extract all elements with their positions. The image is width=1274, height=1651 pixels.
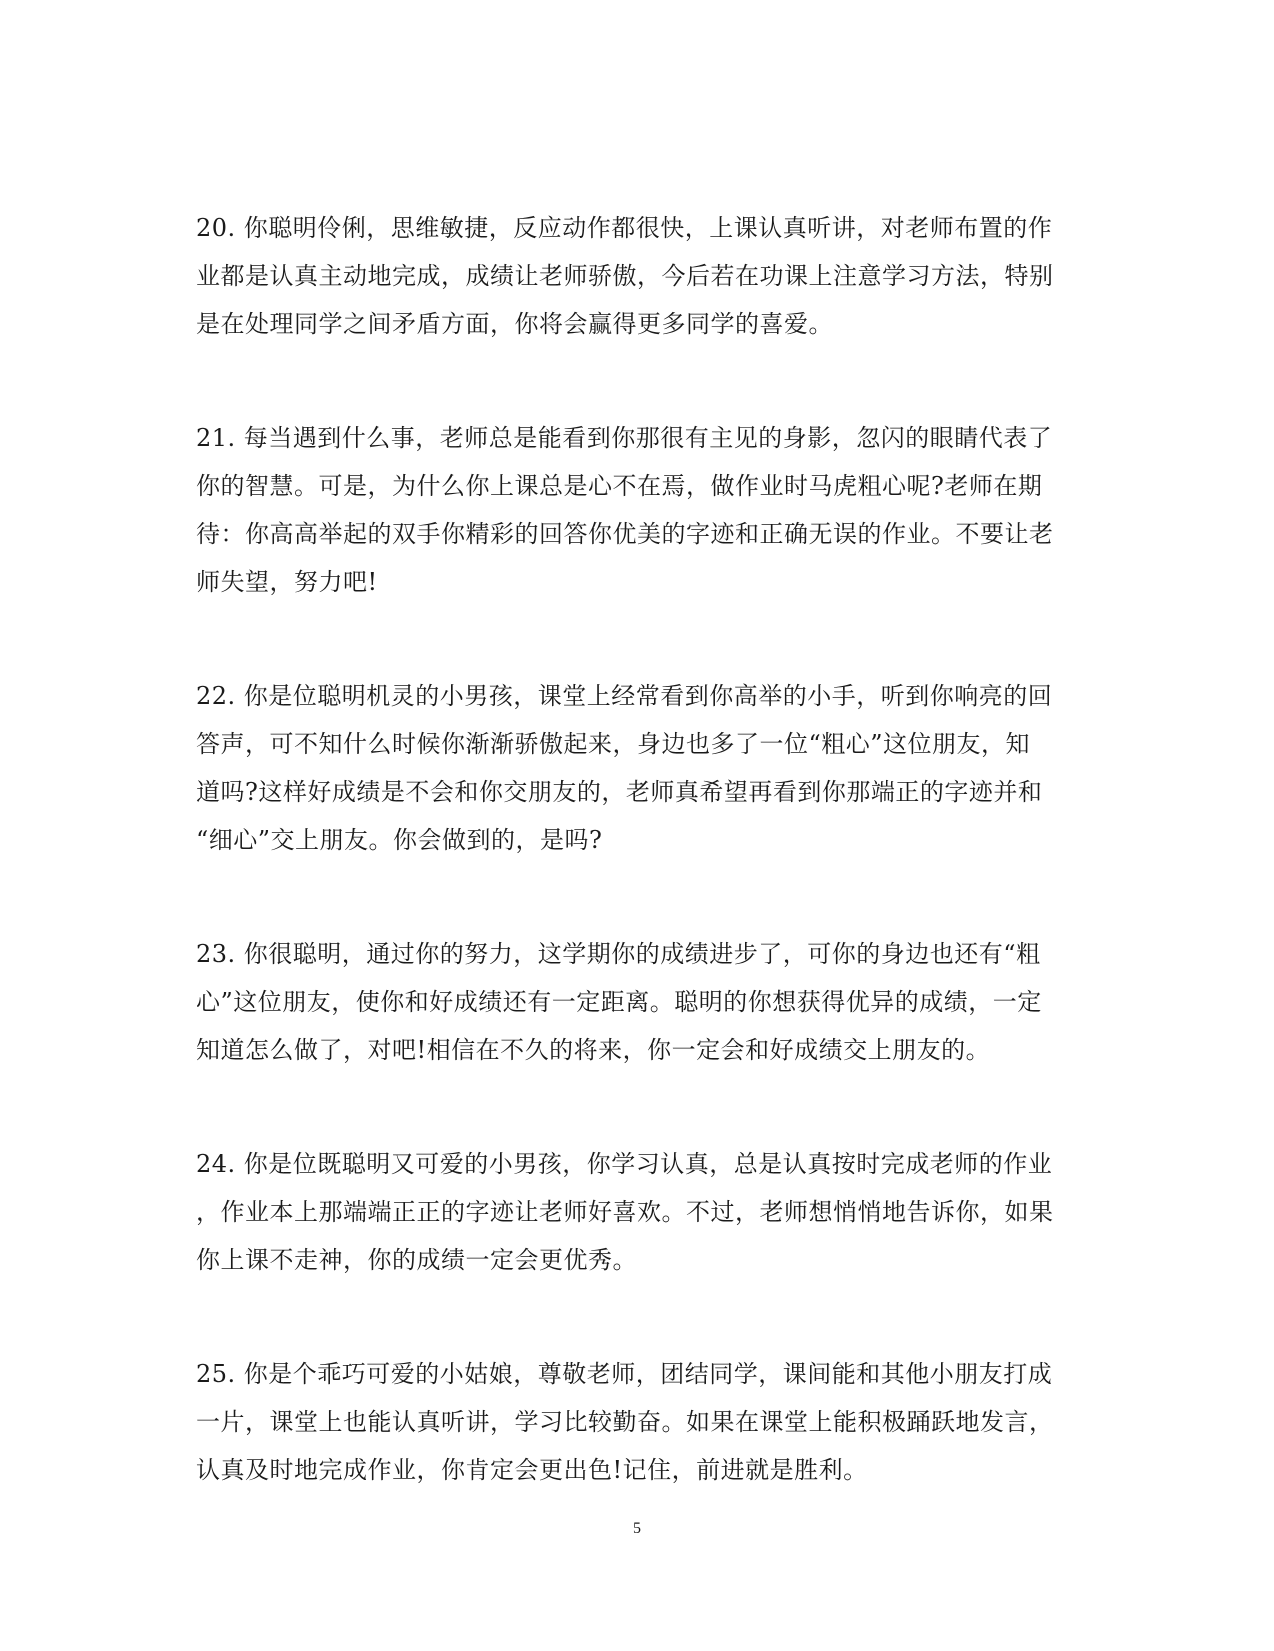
paragraph-23: 23. 你很聪明，通过你的努力，这学期你的成绩进步了，可你的身边也还有“粗 心”这位朋友，使你和好成绩还有一定距离。聪明的你想获得优异的成绩，一定 知道怎么做了，对吧!相信在不久的将来，你一定会和好成绩交上朋友的。 (196, 940, 1042, 1064)
paragraph-24: 24. 你是位既聪明又可爱的小男孩，你学习认真，总是认真按时完成老师的作业 ，作业本上那端端正正的字迹让老师好喜欢。不过，老师想悄悄地告诉你，如果 你上课不走神，你的成绩一定会更优秀。 (196, 1150, 1054, 1274)
paragraph-21: 21. 每当遇到什么事，老师总是能看到你那很有主见的身影，忽闪的眼睛代表了 你的智慧。可是，为什么你上课总是心不在焉，做作业时马虎粗心呢?老师在期 待：你高高举起的双手你精彩的回答你优美的字迹和正确无误的作业。不要让老 师失望，努力吧! (196, 424, 1054, 596)
paragraph-22: 22. 你是位聪明机灵的小男孩，课堂上经常看到你高举的小手，听到你响亮的回 答声，可不知什么时候你渐渐骄傲起来，身边也多了一位“粗心”这位朋友，知 道吗?这样好成绩是不会和你交朋友的，老师真希望再看到你那端正的字迹并和 “细心”交上朋友。你会做到的，是吗? (196, 682, 1053, 854)
document-body (196, 204, 1076, 1560)
paragraph-25: 25. 你是个乖巧可爱的小姑娘，尊敬老师，团结同学，课间能和其他小朋友打成 一片，课堂上也能认真听讲，学习比较勤奋。如果在课堂上能积极踊跃地发言， 认真及时地完成作业，你肯定会更出色!记住，前进就是胜利。 (196, 1360, 1054, 1484)
paragraph-20: 20. 你聪明伶俐，思维敏捷，反应动作都很快，上课认真听讲，对老师布置的作 业都是认真主动地完成，成绩让老师骄傲，今后若在功课上注意学习方法，特别 是在处理同学之间矛盾方面，你将会赢得更多同学的喜爱。 (196, 214, 1054, 338)
page-number: 5 (633, 1520, 641, 1537)
